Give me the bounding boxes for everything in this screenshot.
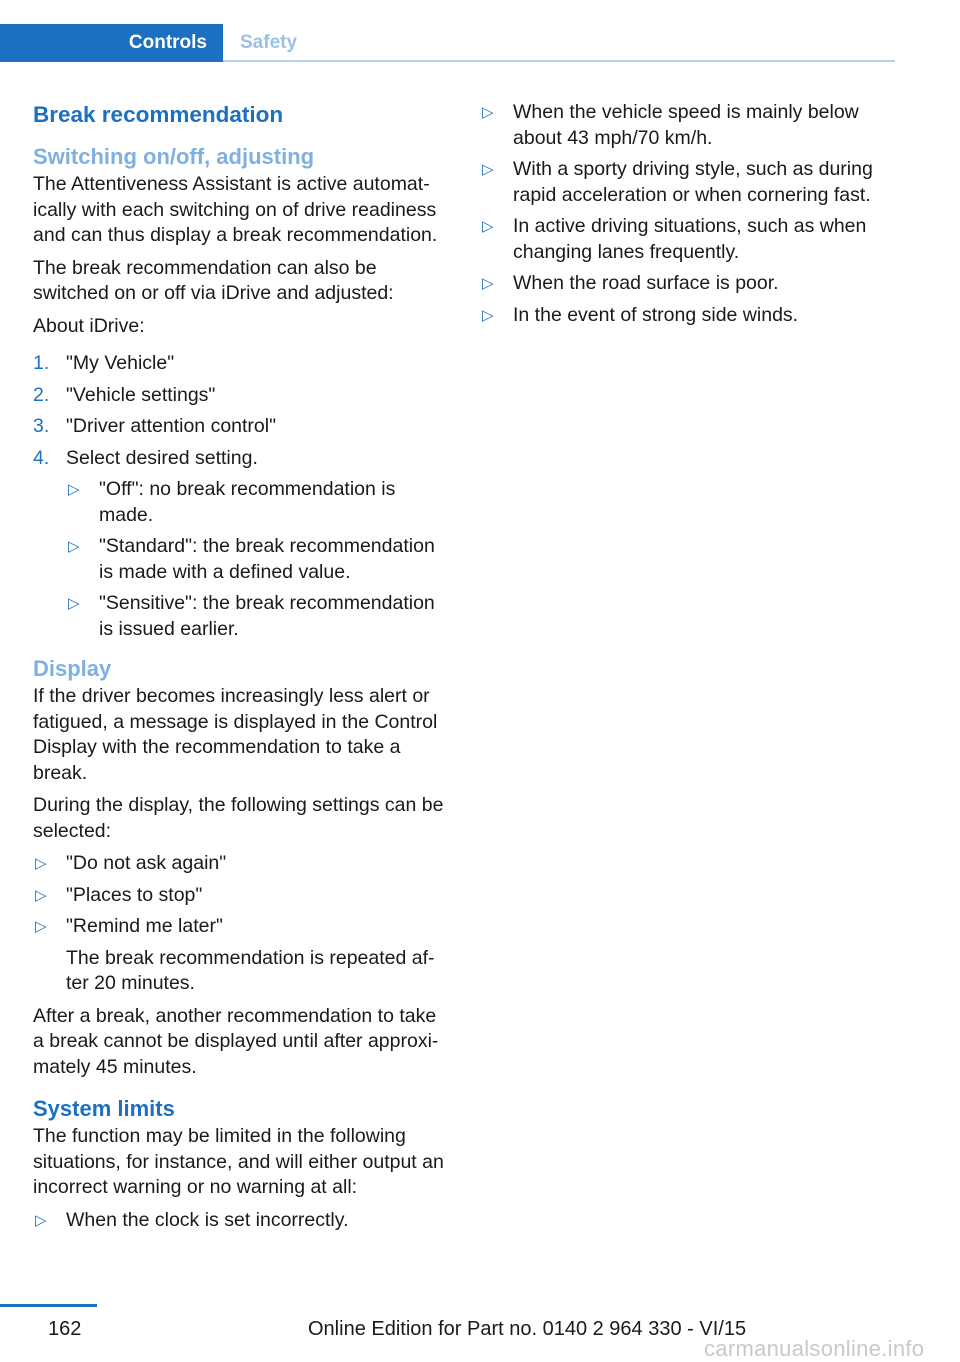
edition-note: Online Edition for Part no. 0140 2 964 330 - VI/15 bbox=[308, 1318, 747, 1340]
triangle-right-icon: ▷ bbox=[35, 886, 47, 904]
list-item bbox=[480, 157, 898, 208]
option-text: "Places to stop" bbox=[66, 883, 203, 906]
tab-safety-label: Safety bbox=[240, 32, 298, 53]
list-item bbox=[480, 271, 898, 297]
limit-text: In active driving situations, such as when changing lanes frequently. bbox=[513, 215, 867, 263]
limit-text: When the vehicle speed is mainly below about 43 mph/70 km/h. bbox=[513, 101, 859, 149]
triangle-right-icon: ▷ bbox=[35, 855, 47, 872]
limit-text: When the road surface is poor. bbox=[513, 272, 779, 294]
setting-text: "Sensitive": the break recommendation is issued earlier. bbox=[99, 592, 435, 640]
paragraph: About iDrive: bbox=[33, 314, 145, 337]
tab-controls-label: Controls bbox=[128, 32, 207, 53]
triangle-right-icon: ▷ bbox=[482, 218, 494, 235]
list-item bbox=[480, 214, 898, 265]
step-text: "Vehicle settings" bbox=[66, 383, 216, 406]
step-number: 4. bbox=[33, 446, 50, 469]
list-item bbox=[33, 351, 451, 377]
header-tabbar bbox=[0, 24, 895, 62]
idrive-steps bbox=[33, 351, 451, 642]
setting-text: "Standard": the break recommendation is made with a defined value. bbox=[99, 535, 435, 583]
option-text: "Do not ask again" bbox=[66, 852, 227, 874]
step-number: 3. bbox=[33, 415, 50, 437]
settings-list bbox=[66, 477, 451, 642]
triangle-right-icon: ▷ bbox=[68, 538, 80, 555]
triangle-right-icon: ▷ bbox=[482, 275, 494, 292]
option-text: "Remind me later" bbox=[66, 915, 223, 937]
list-item bbox=[33, 851, 451, 877]
footer-rule bbox=[0, 1304, 97, 1307]
paragraph: The function may be limited in the following situations, for instance, and will either output an incorrect warning or no warning at all: bbox=[33, 1125, 444, 1198]
triangle-right-icon: ▷ bbox=[482, 306, 494, 324]
list-item bbox=[33, 383, 451, 409]
limits-list-left bbox=[33, 1208, 451, 1234]
list-item bbox=[33, 414, 451, 440]
list-item bbox=[33, 1208, 451, 1234]
header-rule bbox=[223, 60, 895, 62]
paragraph: If the driver becomes increasingly less alert or fatigued, a message is displayed in the Control Display with the recommendation to take a break. bbox=[33, 685, 438, 784]
tab-safety[interactable] bbox=[240, 24, 297, 62]
step-text: "My Vehicle" bbox=[66, 352, 175, 374]
triangle-right-icon: ▷ bbox=[68, 595, 80, 612]
list-item bbox=[66, 591, 451, 642]
paragraph: The Attentiveness Assistant is active automat‐ically with each switching on of drive readiness and can thus display a break recommendation. bbox=[33, 173, 438, 246]
paragraph: During the display, the following settings can be selected: bbox=[33, 794, 444, 842]
triangle-right-icon: ▷ bbox=[482, 161, 494, 178]
subheading-system-limits: System limits bbox=[33, 1096, 175, 1121]
display-options-list bbox=[33, 851, 451, 997]
limit-text: In the event of strong side winds. bbox=[513, 303, 799, 326]
paragraph: The break recommendation can also be switched on or off via iDrive and adjusted: bbox=[33, 256, 394, 304]
subheading-display: Display bbox=[33, 656, 112, 681]
triangle-right-icon: ▷ bbox=[35, 918, 47, 935]
paragraph: After a break, another recommendation to take a break cannot be displayed until after approxi‐mately 45 minutes. bbox=[33, 1004, 439, 1078]
list-item bbox=[480, 100, 898, 151]
triangle-right-icon: ▷ bbox=[482, 104, 494, 121]
step-number: 2. bbox=[33, 383, 50, 406]
tab-controls[interactable] bbox=[0, 24, 223, 62]
limit-text: With a sporty driving style, such as during rapid acceleration or when cornering fast. bbox=[513, 158, 873, 206]
list-item bbox=[66, 534, 451, 585]
watermark: carmanualsonline.info bbox=[704, 1336, 925, 1361]
step-text: "Driver attention control" bbox=[66, 415, 277, 437]
remind-note: The break recommendation is repeated af‐ter 20 minutes. bbox=[66, 946, 435, 994]
triangle-right-icon: ▷ bbox=[68, 481, 80, 498]
step-number: 1. bbox=[33, 352, 50, 374]
list-item bbox=[33, 914, 451, 997]
right-column bbox=[480, 100, 898, 335]
list-item bbox=[66, 477, 451, 528]
limits-list-right bbox=[480, 100, 898, 328]
list-item bbox=[480, 303, 898, 329]
page-number: 162 bbox=[48, 1318, 82, 1340]
section-heading: Break recommendation bbox=[33, 102, 284, 127]
step-text: Select desired setting. bbox=[66, 446, 258, 469]
list-item bbox=[33, 446, 451, 643]
subheading-switching: Switching on/off, adjusting bbox=[33, 144, 315, 169]
setting-text: "Off": no break recommendation is made. bbox=[99, 478, 396, 526]
left-column bbox=[33, 100, 451, 1240]
limit-text: When the clock is set incorrectly. bbox=[66, 1208, 349, 1231]
triangle-right-icon: ▷ bbox=[35, 1211, 47, 1229]
list-item bbox=[33, 883, 451, 909]
